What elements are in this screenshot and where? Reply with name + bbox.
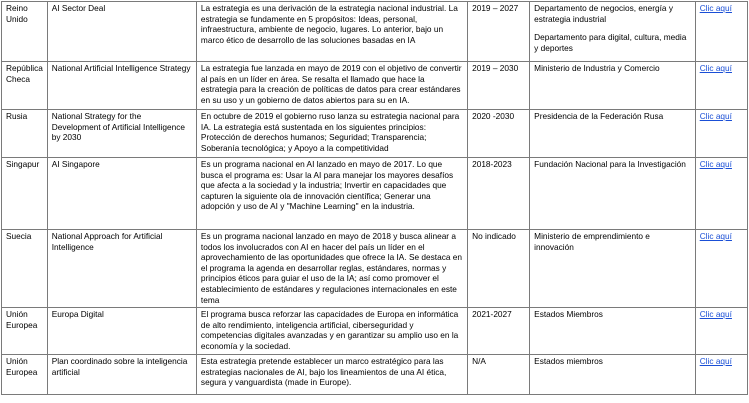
link-cell <box>695 230 747 308</box>
description-cell: La estrategia es una derivación de la estrategia nacional industrial. La estrategia se fundamente en 5 propósitos: Ideas, personal, infraestructura, ambiente de negocio, lugares. Lo anterior, bajo un marco ético de desarrollo de las soluciones basadas en IA <box>196 2 467 62</box>
period-cell: No indicado <box>468 230 530 308</box>
clic-aqui-link[interactable]: Clic aquí <box>699 63 732 73</box>
clic-aqui-link[interactable]: Clic aquí <box>699 231 732 241</box>
description-cell: Es un programa nacional en AI lanzado en mayo de 2017. Lo que busca el programa es: Usar la AI para manejar los mayores desafíos que afecta a la sociedad y la industria; Invertir en capacidades que capturen la siguiente ola de innovación científica; Generar una adopción y uso de AI y "Machine Learning" en la industria. <box>196 158 467 230</box>
country-cell: Rusia <box>2 110 48 158</box>
table-row <box>2 110 748 158</box>
entity-cell: Estados miembros <box>530 355 696 395</box>
link-cell <box>695 308 747 355</box>
strategy-name-cell: Europa Digital <box>47 308 196 355</box>
description-cell: Es un programa nacional lanzado en mayo de 2018 y busca alinear a todos los involucrados con AI en hacer del país un líder en el aprovechamiento de las oportunidades que ofrece la IA. Se destaca en el programa la agenda en desarrollar reglas, estándares, normas y principios éticos para guiar el uso de la IA; así como promover el establecimiento de estándares y regulaciones internacionales en este tema <box>196 230 467 308</box>
entity-text-2: Departamento para digital, cultura, media y deportes <box>534 32 687 53</box>
entity-cell: Presidencia de la Federación Rusa <box>530 110 696 158</box>
table-row <box>2 230 748 308</box>
clic-aqui-link[interactable]: Clic aquí <box>699 3 732 13</box>
strategies-table <box>1 1 748 395</box>
country-cell: Unión Europea <box>2 308 48 355</box>
strategy-name-cell: National Artificial Intelligence Strategy <box>47 62 196 110</box>
table-row <box>2 2 748 62</box>
period-cell: 2019 – 2030 <box>468 62 530 110</box>
clic-aqui-link[interactable]: Clic aquí <box>699 159 732 169</box>
strategy-name-cell: AI Singapore <box>47 158 196 230</box>
strategy-name-cell: National Strategy for the Development of Artificial Intelligence by 2030 <box>47 110 196 158</box>
description-cell: En octubre de 2019 el gobierno ruso lanza su estrategia nacional para IA. La estrategia está sustentada en los siguientes principios: Protección de derechos humanos; Seguridad; Transparencia; Soberanía tecnológica; y Apoyo a la competitividad <box>196 110 467 158</box>
country-cell: República Checa <box>2 62 48 110</box>
description-cell: Esta estrategia pretende establecer un marco estratégico para las estrategias nacionales de AI, bajo los lineamientos de una AI ética, segura y vanguardista (made in Europe). <box>196 355 467 395</box>
clic-aqui-link[interactable]: Clic aquí <box>699 111 732 121</box>
link-cell <box>695 2 747 62</box>
table-row <box>2 158 748 230</box>
clic-aqui-link[interactable]: Clic aquí <box>699 309 732 320</box>
entity-cell: Fundación Nacional para la Investigación <box>530 158 696 230</box>
entity-cell: Estados Miembros <box>530 308 696 355</box>
entity-cell: Ministerio de emprendimiento e innovación <box>530 230 696 308</box>
strategy-name-cell: National Approach for Artificial Intelligence <box>47 230 196 308</box>
period-cell: 2019 – 2027 <box>468 2 530 62</box>
period-cell: 2020 -2030 <box>468 110 530 158</box>
description-cell: El programa busca reforzar las capacidades de Europa en informática de alto rendimiento, inteligencia artificial, ciberseguridad y competencias digitales avanzadas y en garantizar su amplio uso en la economía y la sociedad. <box>196 308 467 355</box>
link-cell <box>695 62 747 110</box>
table-row <box>2 62 748 110</box>
link-cell <box>695 355 747 395</box>
period-cell: 2018-2023 <box>468 158 530 230</box>
table-row <box>2 308 748 355</box>
entity-text: Departamento de negocios, energía y estrategia industrial <box>534 3 673 24</box>
country-cell: Suecia <box>2 230 48 308</box>
entity-cell: Ministerio de Industria y Comercio <box>530 62 696 110</box>
entity-cell <box>530 2 696 62</box>
country-cell: Unión Europea <box>2 355 48 395</box>
link-cell <box>695 158 747 230</box>
link-cell <box>695 110 747 158</box>
strategy-name-cell: Plan coordinado sobre la inteligencia artificial <box>47 355 196 395</box>
country-cell: Reino Unido <box>2 2 48 62</box>
period-cell: N/A <box>468 355 530 395</box>
description-cell: La estrategia fue lanzada en mayo de 2019 con el objetivo de convertir al país en un líder en área. Se resalta el llamado que hace la estrategia para la creación de políticas de datos para crear estándares en su uso y un gobierno de datos abiertos para su en IA. <box>196 62 467 110</box>
strategy-name-cell: AI Sector Deal <box>47 2 196 62</box>
country-cell: Singapur <box>2 158 48 230</box>
period-cell: 2021-2027 <box>468 308 530 355</box>
table-row <box>2 355 748 395</box>
clic-aqui-link[interactable]: Clic aquí <box>699 356 732 367</box>
